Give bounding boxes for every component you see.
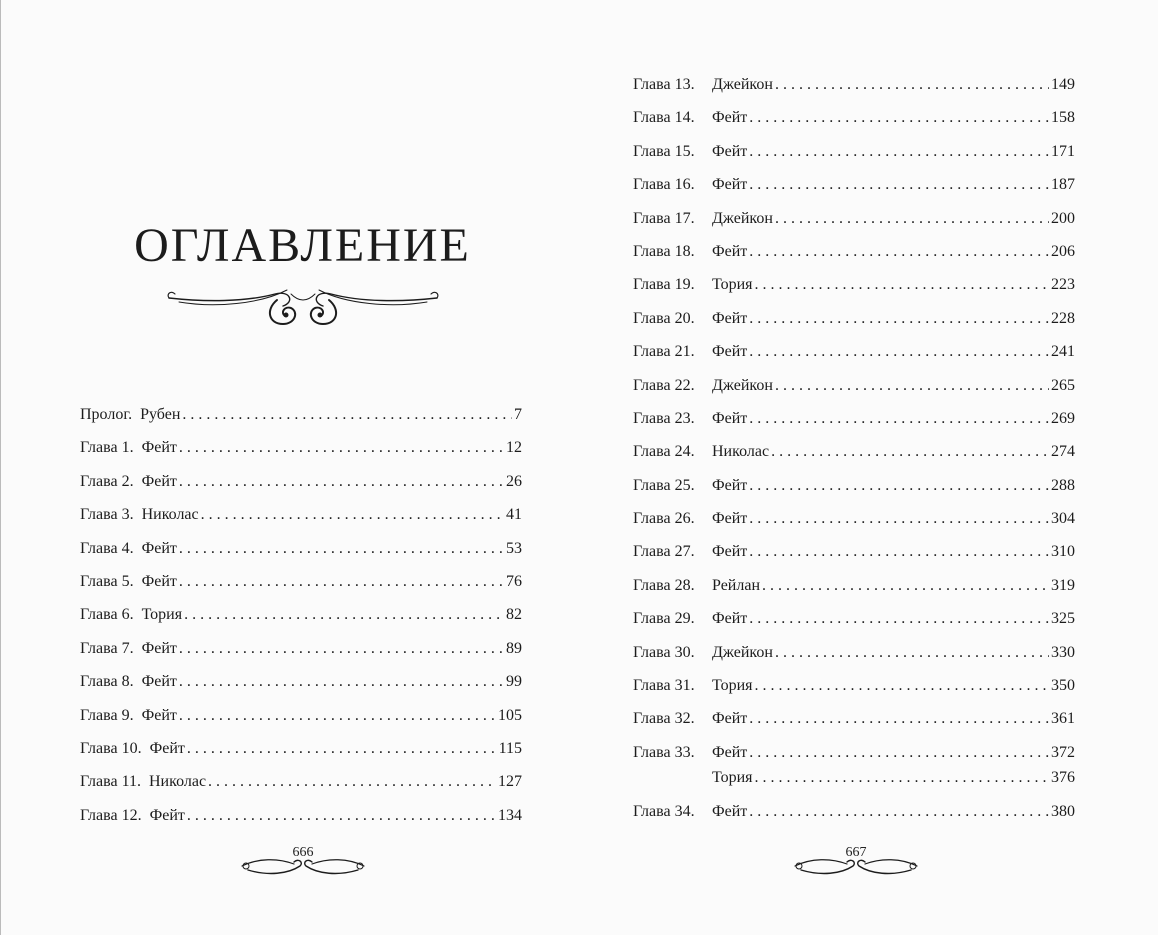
toc-entry — [80, 504, 522, 526]
chapter-name: Джейкон — [712, 376, 773, 394]
dot-leader — [187, 805, 496, 827]
chapter-label: Пролог. — [80, 406, 133, 423]
chapter-label: Глава 22. — [633, 376, 695, 394]
chapter-page-number: 115 — [498, 739, 522, 757]
chapter-label: Глава 23. — [633, 409, 695, 427]
chapter-name: Джейкон — [712, 209, 773, 227]
chapter-page-number: 350 — [1051, 677, 1075, 695]
dot-leader — [749, 742, 1049, 764]
chapter-page-number: 134 — [498, 806, 522, 824]
toc-entry — [633, 767, 1075, 789]
chapter-page-number: 380 — [1051, 802, 1075, 820]
dot-leader — [749, 801, 1049, 823]
chapter-name: Тория — [712, 276, 753, 294]
toc-entry — [633, 742, 1075, 764]
chapter-page-number: 241 — [1051, 343, 1075, 361]
chapter-label: Глава 20. — [633, 309, 695, 327]
dot-leader — [762, 575, 1049, 597]
dot-leader — [179, 671, 504, 693]
dot-leader — [179, 471, 504, 493]
toc-entry — [80, 404, 522, 426]
chapter-name: Фейт — [712, 710, 748, 728]
toc-entry — [633, 508, 1075, 530]
chapter-page-number: 330 — [1051, 643, 1075, 661]
toc-entry — [80, 805, 522, 827]
chapter-label: Глава 9. — [80, 706, 134, 724]
chapter-label: Глава 12. — [80, 806, 142, 824]
dot-leader — [749, 341, 1049, 363]
toc-entry — [633, 241, 1075, 263]
toc-entry — [633, 107, 1075, 129]
chapter-name: Фейт — [712, 242, 748, 260]
dot-leader — [755, 274, 1050, 296]
chapter-label: Глава 28. — [633, 576, 695, 594]
chapter-page-number: 361 — [1051, 710, 1075, 728]
chapter-page-number: 149 — [1051, 76, 1075, 93]
toc-entry — [80, 604, 522, 626]
toc-entry — [80, 571, 522, 593]
toc-entry — [633, 141, 1075, 163]
right-page — [579, 0, 1158, 935]
toc-entry — [633, 341, 1075, 363]
chapter-page-number: 26 — [506, 472, 522, 490]
chapter-name: Фейт — [141, 539, 177, 557]
chapter-label: Глава 2. — [80, 472, 134, 490]
chapter-label: Глава 32. — [633, 710, 695, 728]
chapter-page-number: 158 — [1051, 109, 1075, 127]
chapter-name: Фейт — [712, 409, 748, 427]
chapter-name: Рейлан — [712, 576, 760, 594]
dot-leader — [184, 604, 504, 626]
dot-leader — [749, 608, 1049, 630]
chapter-page-number: 7 — [514, 406, 522, 423]
chapter-name: Фейт — [149, 739, 185, 757]
chapter-label: Глава 4. — [80, 539, 134, 557]
chapter-name: Фейт — [141, 439, 177, 457]
toc-entry — [80, 471, 522, 493]
dot-leader — [775, 208, 1049, 230]
dot-leader — [749, 241, 1049, 263]
dot-leader — [201, 504, 504, 526]
chapter-page-number: 99 — [506, 673, 522, 691]
chapter-name: Фейт — [712, 610, 748, 628]
toc-entry — [80, 705, 522, 727]
dot-leader — [208, 771, 496, 793]
chapter-label: Глава 11. — [80, 773, 141, 791]
chapter-page-number: 53 — [506, 539, 522, 557]
chapter-label: Глава 31. — [633, 677, 695, 695]
chapter-name: Фейт — [712, 476, 748, 494]
chapter-name: Фейт — [712, 510, 748, 528]
chapter-name: Фейт — [712, 109, 748, 127]
toc-entry — [80, 771, 522, 793]
chapter-name: Фейт — [712, 802, 748, 820]
chapter-name: Тория — [712, 677, 753, 695]
dot-leader — [179, 571, 504, 593]
chapter-page-number: 310 — [1051, 543, 1075, 561]
toc-entry — [633, 74, 1075, 96]
dot-leader — [179, 638, 504, 660]
chapter-page-number: 304 — [1051, 510, 1075, 528]
chapter-label: Глава 26. — [633, 510, 695, 528]
chapter-page-number: 41 — [506, 506, 522, 524]
chapter-label: Глава 29. — [633, 610, 695, 628]
toc-entry — [633, 408, 1075, 430]
dot-leader — [775, 375, 1049, 397]
chapter-label: Глава 25. — [633, 476, 695, 494]
flourish-ornament-icon — [165, 280, 441, 330]
toc-entry — [633, 708, 1075, 730]
toc-entry — [80, 671, 522, 693]
chapter-label: Глава 15. — [633, 142, 695, 160]
chapter-page-number: 171 — [1051, 142, 1075, 160]
dot-leader — [182, 404, 512, 426]
toc-entry — [633, 441, 1075, 463]
dot-leader — [749, 708, 1049, 730]
toc-entry — [633, 174, 1075, 196]
toc-entry — [633, 208, 1075, 230]
chapter-label: Глава 7. — [80, 639, 134, 657]
chapter-label: Глава 14. — [633, 109, 695, 127]
chapter-name: Фейт — [712, 743, 748, 761]
dot-leader — [771, 441, 1049, 463]
dot-leader — [749, 141, 1049, 163]
dot-leader — [749, 541, 1049, 563]
chapter-page-number: 89 — [506, 639, 522, 657]
chapter-name: Николас — [712, 443, 770, 461]
chapter-label: Глава 18. — [633, 242, 695, 260]
chapter-name: Фейт — [712, 309, 748, 327]
chapter-label: Глава 3. — [80, 506, 134, 524]
toc-entry — [633, 475, 1075, 497]
toc-entry — [633, 274, 1075, 296]
chapter-label: Глава 5. — [80, 572, 134, 590]
chapter-label: Глава 24. — [633, 443, 695, 461]
chapter-name: Джейкон — [712, 76, 773, 93]
toc-entry — [633, 675, 1075, 697]
chapter-name: Фейт — [141, 572, 177, 590]
chapter-page-number: 200 — [1051, 209, 1075, 227]
toc-entry — [80, 638, 522, 660]
chapter-name: Фейт — [141, 673, 177, 691]
chapter-page-number: 127 — [498, 773, 522, 791]
chapter-label: Глава 27. — [633, 543, 695, 561]
dot-leader — [749, 475, 1049, 497]
dot-leader — [179, 437, 504, 459]
chapter-name: Николас — [148, 773, 207, 791]
chapter-page-number: 376 — [1051, 769, 1075, 787]
chapter-name: Фейт — [149, 806, 185, 824]
toc-entry — [633, 801, 1075, 823]
chapter-page-number: 265 — [1051, 376, 1075, 394]
toc-entry — [80, 538, 522, 560]
chapter-name: Фейт — [712, 343, 748, 361]
dot-leader — [749, 508, 1049, 530]
dot-leader — [755, 767, 1050, 789]
chapter-label: Глава 21. — [633, 343, 695, 361]
chapter-page-number: 82 — [506, 606, 522, 624]
dot-leader — [749, 408, 1049, 430]
chapter-page-number: 319 — [1051, 576, 1075, 594]
toc-entry — [633, 541, 1075, 563]
chapter-name: Тория — [712, 769, 753, 787]
chapter-label: Глава 16. — [633, 176, 695, 194]
toc-entry — [80, 738, 522, 760]
chapter-label: Глава 1. — [80, 439, 134, 457]
chapter-page-number: 274 — [1051, 443, 1075, 461]
toc-entry — [80, 437, 522, 459]
chapter-name: Фейт — [141, 706, 177, 724]
chapter-label: Глава 13. — [633, 76, 695, 93]
chapter-label: Глава 8. — [80, 673, 134, 691]
chapter-page-number: 76 — [506, 572, 522, 590]
chapter-name: Фейт — [712, 142, 748, 160]
dot-leader — [179, 538, 504, 560]
toc-list-right — [633, 74, 1075, 834]
chapter-name: Рубен — [140, 406, 181, 423]
chapter-label: Глава 6. — [80, 606, 134, 624]
chapter-page-number: 12 — [506, 439, 522, 457]
toc-entry — [633, 308, 1075, 330]
chapter-page-number: 187 — [1051, 176, 1075, 194]
toc-entry — [633, 575, 1075, 597]
page-number: 666 — [292, 845, 314, 860]
chapter-label: Глава 34. — [633, 802, 695, 820]
chapter-page-number: 206 — [1051, 242, 1075, 260]
chapter-label: Глава 19. — [633, 276, 695, 294]
toc-entry — [633, 608, 1075, 630]
chapter-name: Фейт — [712, 543, 748, 561]
chapter-name: Николас — [141, 506, 199, 524]
chapter-name: Тория — [141, 606, 183, 624]
chapter-label: Глава 30. — [633, 643, 695, 661]
dot-leader — [749, 107, 1049, 129]
chapter-page-number: 269 — [1051, 409, 1075, 427]
dot-leader — [775, 74, 1049, 96]
dot-leader — [775, 642, 1049, 664]
chapter-label: Глава 10. — [80, 739, 142, 757]
chapter-page-number: 372 — [1051, 743, 1075, 761]
dot-leader — [749, 174, 1049, 196]
chapter-page-number: 288 — [1051, 476, 1075, 494]
chapter-name: Фейт — [141, 639, 177, 657]
chapter-label: Глава 33. — [633, 743, 695, 761]
chapter-name: Фейт — [141, 472, 177, 490]
page-title: ОГЛАВЛЕНИЕ — [134, 219, 471, 272]
page-number: 667 — [845, 845, 867, 860]
chapter-label: Глава 17. — [633, 209, 695, 227]
dot-leader — [755, 675, 1050, 697]
dot-leader — [187, 738, 497, 760]
chapter-name: Фейт — [712, 176, 748, 194]
chapter-page-number: 105 — [498, 706, 522, 724]
toc-entry — [633, 642, 1075, 664]
chapter-name: Джейкон — [712, 643, 773, 661]
chapter-page-number: 325 — [1051, 610, 1075, 628]
dot-leader — [749, 308, 1049, 330]
toc-entry — [633, 375, 1075, 397]
toc-list-left — [80, 404, 522, 838]
dot-leader — [179, 705, 496, 727]
chapter-page-number: 228 — [1051, 309, 1075, 327]
chapter-page-number: 223 — [1051, 276, 1075, 294]
